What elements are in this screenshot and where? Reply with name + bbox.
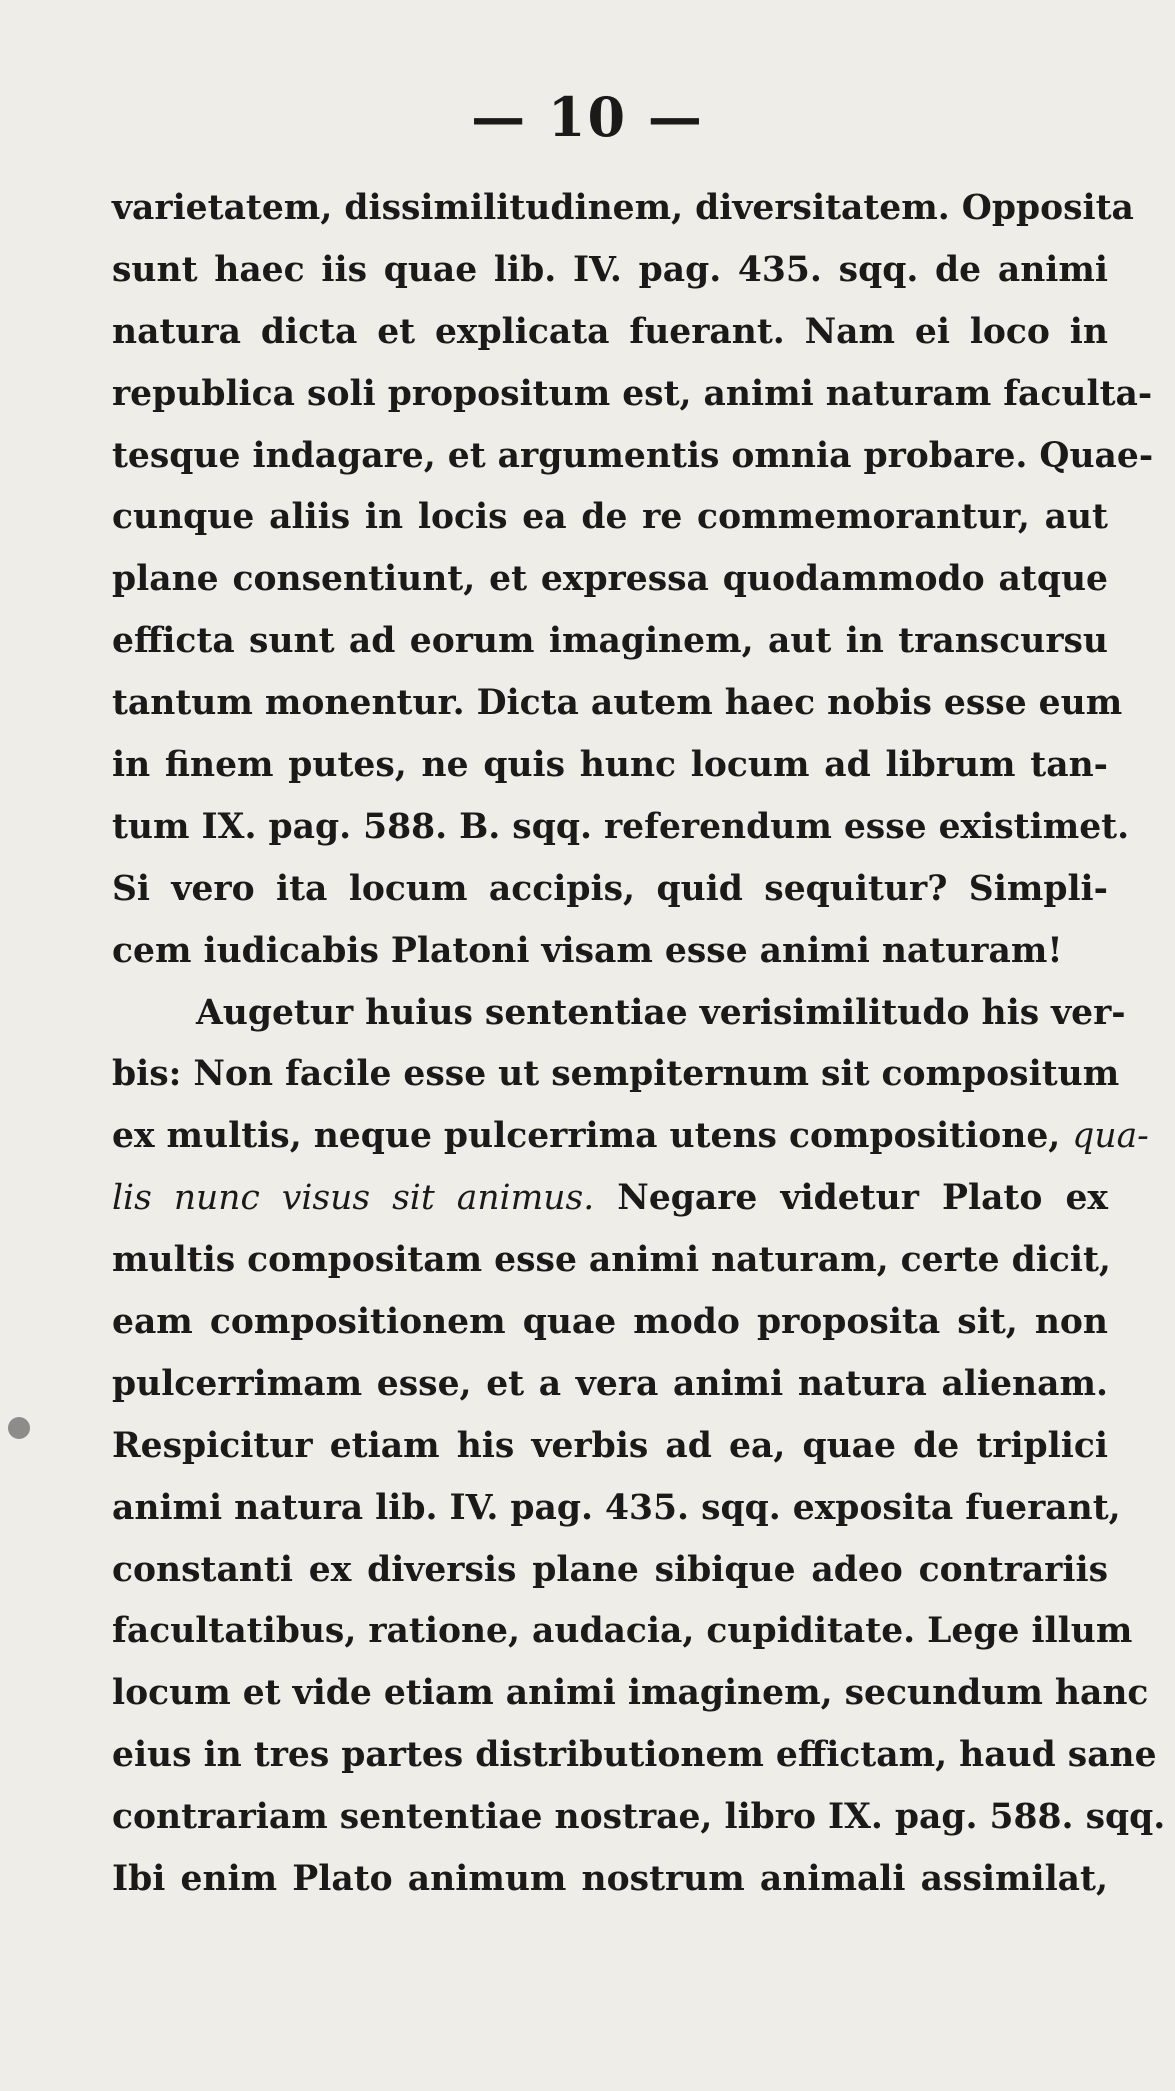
text-fragment: Negare videtur Plato ex (617, 1178, 1108, 1219)
text-line: pulcerrimam esse, et a vera animi natura alienam. (112, 1363, 1108, 1404)
text-line: natura dicta et explicata fuerant. Nam ei loco in (112, 311, 1108, 352)
text-line: contrariam sententiae nostrae, libro IX. pag. 588. sqq. (112, 1797, 1166, 1838)
text-line: locum et vide etiam animi imaginem, secundum hanc (112, 1673, 1149, 1714)
text-line: cem iudicabis Platoni visam esse animi naturam! (112, 930, 1063, 971)
paper-blemish (8, 1417, 30, 1439)
text-line: animi natura lib. IV. pag. 435. sqq. exposita fuerant, (112, 1487, 1121, 1528)
body-text (112, 178, 1166, 1911)
text-line: tesque indagare, et argumentis omnia probare. Quae- (112, 435, 1154, 476)
text-line: republica soli propositum est, animi naturam faculta- (112, 373, 1153, 414)
text-fragment: ex multis, neque pulcerrima utens compositione, (112, 1116, 1061, 1157)
italic-fragment: lis nunc visus sit animus. (112, 1178, 595, 1219)
text-line: constanti ex diversis plane sibique adeo contrariis (112, 1549, 1108, 1590)
text-line: facultatibus, ratione, audacia, cupiditate. Lege illum (112, 1611, 1133, 1652)
page-number: — 10 — (471, 85, 704, 149)
text-line: multis compositam esse animi naturam, certe dicit, (112, 1240, 1111, 1281)
text-line: in finem putes, ne quis hunc locum ad librum tan- (112, 745, 1108, 786)
text-line: plane consentiunt, et expressa quodammodo atque (112, 559, 1108, 600)
paragraph-start-line: Augetur huius sententiae verisimilitudo his ver- (196, 992, 1126, 1033)
text-line (112, 1106, 1149, 1168)
text-line: sunt haec iis quae lib. IV. pag. 435. sqq. de animi (112, 249, 1108, 290)
text-line: Respicitur etiam his verbis ad ea, quae de triplici (112, 1425, 1108, 1466)
text-line: Ibi enim Plato animum nostrum animali assimilat, (112, 1859, 1108, 1900)
text-line: varietatem, dissimilitudinem, diversitatem. Opposita (112, 188, 1134, 228)
text-line: tantum monentur. Dicta autem haec nobis esse eum (112, 683, 1123, 724)
text-line: bis: Non facile esse ut sempiternum sit compositum (112, 1054, 1120, 1095)
italic-fragment: qua- (1072, 1116, 1149, 1157)
text-line: cunque aliis in locis ea de re commemorantur, aut (112, 497, 1108, 538)
text-line: tum IX. pag. 588. B. sqq. referendum esse existimet. (112, 806, 1130, 847)
text-line: Si vero ita locum accipis, quid sequitur? Simpli- (112, 868, 1108, 909)
text-line: efficta sunt ad eorum imaginem, aut in transcursu (112, 621, 1108, 662)
text-line: eius in tres partes distributionem effictam, haud sane (112, 1735, 1157, 1776)
text-line: eam compositionem quae modo proposita sit, non (112, 1302, 1108, 1343)
text-line (112, 1168, 1108, 1230)
